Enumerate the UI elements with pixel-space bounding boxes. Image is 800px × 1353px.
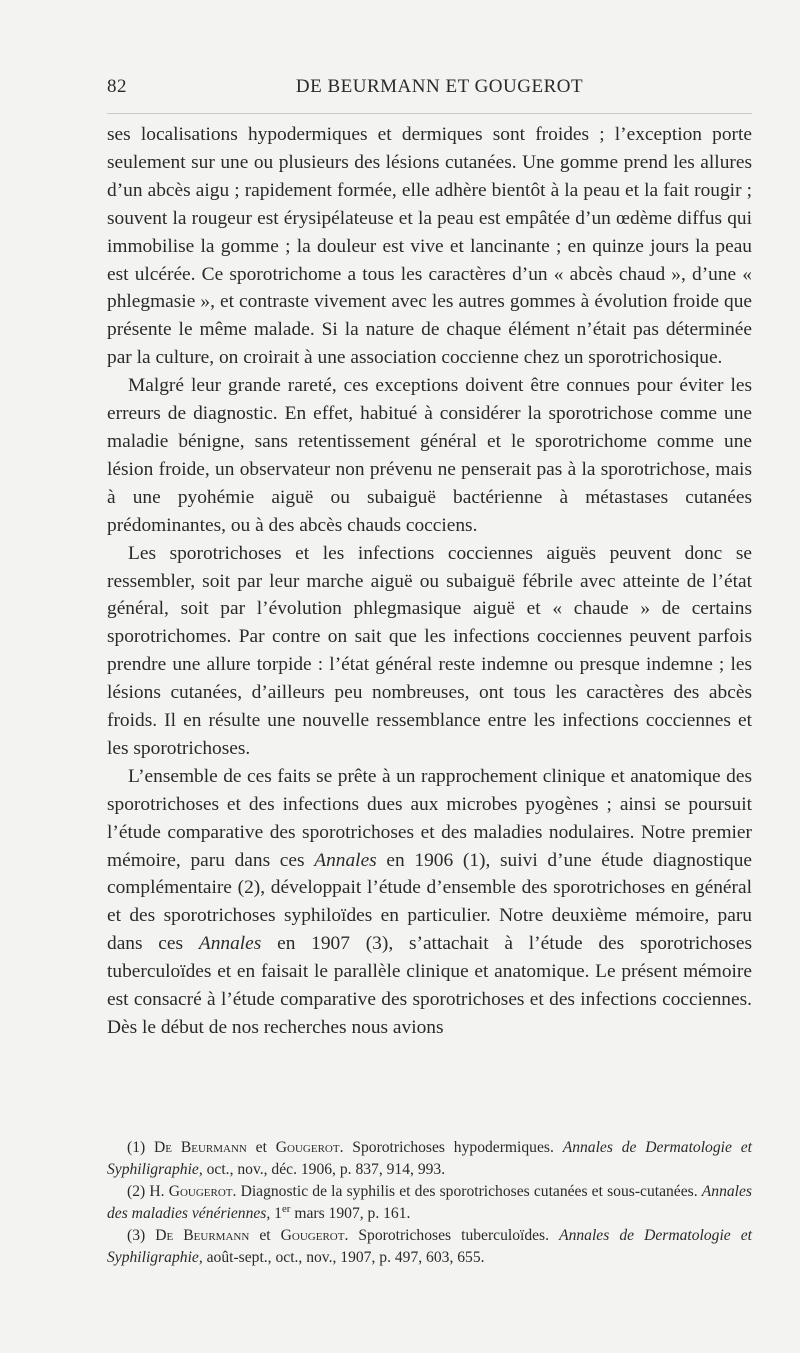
footnote-3-journal: Annales de Dermatologie et Syphiligraphie, xyxy=(107,1227,753,1266)
footnotes xyxy=(107,1137,752,1269)
paragraph-4-text-3: en 1907 (3), s’attachait à l’étude des sporotrichoses tuberculoïdes et en faisait le parallèle clinique et anatomique. Le présent mémoire est consacré à l’étude comparative des sporotrichoses et des infections cocciennes. Dès le début de nos recherches nous avions xyxy=(107,933,752,1038)
running-title: DE BEURMANN ET GOUGEROT xyxy=(295,76,584,97)
footnote-2-details-prefix: 1 xyxy=(270,1205,282,1222)
footnote-2-author-1: Gougerot xyxy=(168,1183,233,1200)
footnote-2-author-prefix: H. xyxy=(149,1183,165,1200)
footnote-3-title: . Sporotrichoses tuberculoïdes. xyxy=(344,1227,560,1244)
footnote-3 xyxy=(107,1225,752,1269)
footnote-3-author-prefix: De xyxy=(155,1227,174,1244)
footnote-2-journal: Annales des maladies vénériennes, xyxy=(107,1183,753,1222)
paragraph-4-text-1: L’ensemble de ces faits se prête à un rapprochement clinique et anatomique des sporotrichoses et des infections dues aux microbes pyogènes ; ainsi se poursuit l’étude comparative des sporotrichoses et des maladies nodulaires. Notre premier mémoire, paru dans ces xyxy=(107,765,752,871)
paragraph-4 xyxy=(107,763,752,1042)
footnote-3-author-1: Beurmann xyxy=(183,1227,250,1244)
footnote-3-author-2: Gougerot xyxy=(280,1227,345,1244)
footnote-1-author-prefix: De xyxy=(154,1139,172,1156)
footnote-2-title: . Diagnostic de la syphilis et des sporotrichoses cutanées et sous-cutanées. xyxy=(232,1183,702,1200)
paragraph-4-italic-annales-1: Annales xyxy=(314,849,377,871)
footnote-3-conjunction: et xyxy=(259,1227,271,1244)
paragraph-3: Les sporotrichoses et les infections cocciennes aiguës peuvent donc se ressembler, soit par leur marche aiguë ou subaiguë fébrile avec atteinte de l’état général, soit par l’évolution phlegmasique aiguë et « chaude » de certains sporotrichomes. Par contre on sait que les infections cocciennes peuvent parfois prendre une allure torpide : l’état général reste indemne ou presque indemne ; les lésions cutanées, d’ailleurs peu nombreuses, ont tous les caractères des abcès froids. Il en résulte une nouvelle ressemblance entre les infections cocciennes et les sporotrichoses. xyxy=(107,542,752,759)
footnote-2-details: mars 1907, p. 161. xyxy=(290,1205,411,1222)
running-head xyxy=(107,76,752,102)
footnote-1-journal: Annales de Dermatologie et Syphiligraphie, xyxy=(107,1139,752,1178)
footnote-2-superscript: er xyxy=(281,1202,291,1215)
footnote-1-author-2: Gougerot xyxy=(275,1139,340,1156)
footnote-1-number: (1) xyxy=(127,1139,146,1156)
page-number: 82 xyxy=(107,76,127,97)
footnote-1-title: . Sporotrichoses hypodermiques. xyxy=(339,1139,563,1156)
footnote-2 xyxy=(107,1181,752,1225)
header-rule xyxy=(107,113,752,114)
footnote-1-conjunction: et xyxy=(255,1139,267,1156)
paragraph-2: Malgré leur grande rareté, ces exceptions doivent être connues pour éviter les erreurs de diagnostic. En effet, habitué à considérer la sporotrichose comme une maladie bénigne, sans retentissement général et le sporotrichome comme une lésion froide, un observateur non prévenu ne penserait pas à la sporotrichose, mais à une pyohémie aiguë ou subaiguë bactérienne à métastases cutanées prédominantes, ou à des abcès chauds cocciens. xyxy=(107,375,752,536)
paragraph-4-italic-annales-2: Annales xyxy=(198,933,262,955)
footnote-1-details: oct., nov., déc. 1906, p. 837, 914, 993. xyxy=(202,1161,446,1178)
footnote-1-author-1: Beurmann xyxy=(180,1139,247,1156)
paragraph-4-text-2: en 1906 (1), suivi d’une étude diagnostique complémentaire (2), développait l’étude d’ensemble des sporotrichoses en général et des sporotrichoses syphiloïdes en particulier. Notre deuxième mémoire, paru dans ces xyxy=(107,849,752,955)
footnote-1 xyxy=(107,1137,752,1181)
paragraph-1: ses localisations hypodermiques et dermiques sont froides ; l’exception porte seulement sur une ou plusieurs des lésions cutanées. Une gomme prend les allures d’un abcès aigu ; rapidement formée, elle adhère bientôt à la peau et la fait rougir ; souvent la rougeur est érysipélateuse et la peau est empâtée d’un œdème diffus qui immobilise la gomme ; la douleur est vive et lancinante ; en quinze jours la peau est ulcérée. Ce sporotrichome a tous les caractères d’un « abcès chaud », d’une « phlegmasie », et contraste vivement avec les autres gommes à évolution froide que présente le même malade. Si la nature de chaque élément n’était pas déterminée par la culture, on croirait à une association coccienne chez un sporotrichosique. xyxy=(107,124,752,369)
footnote-3-details: août-sept., oct., nov., 1907, p. 497, 603, 655. xyxy=(202,1249,485,1266)
footnote-3-number: (3) xyxy=(127,1227,146,1244)
footnote-2-number: (2) xyxy=(127,1183,146,1200)
body-text xyxy=(107,121,752,1042)
